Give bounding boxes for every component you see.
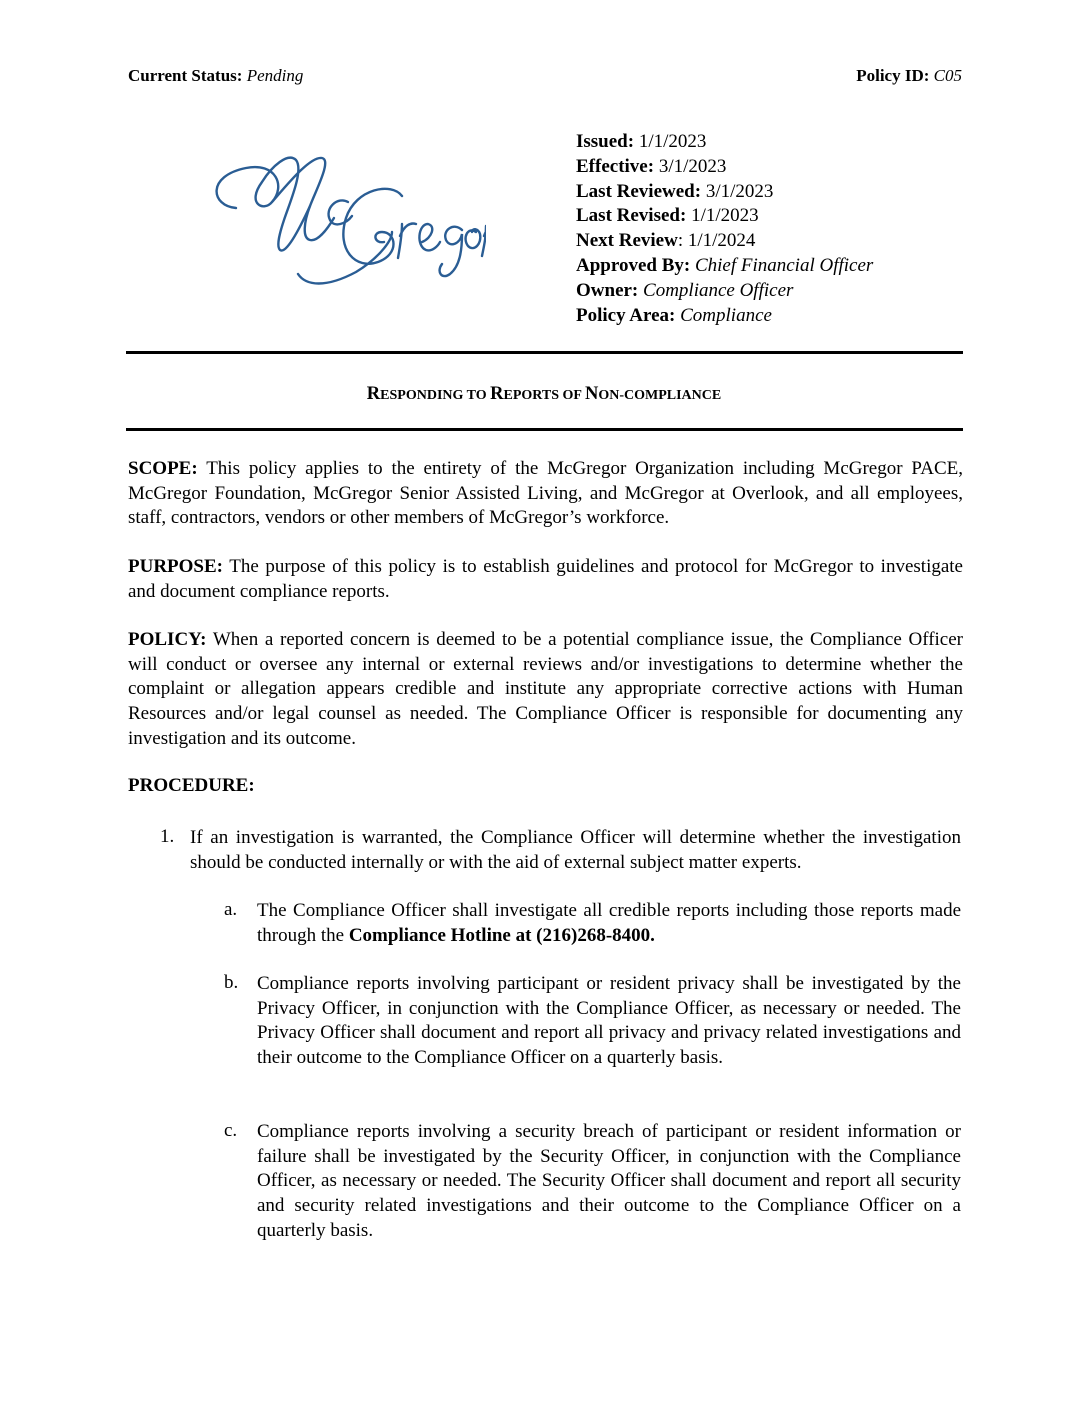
logo-text: McGregor	[206, 146, 211, 147]
policy-area-label: Policy Area:	[576, 304, 676, 326]
scope-label: SCOPE:	[128, 458, 198, 479]
status-value: Pending	[246, 66, 304, 85]
owner-value: Compliance Officer	[643, 279, 794, 301]
issued-value: 1/1/2023	[638, 131, 707, 152]
item-1-number: 1.	[160, 826, 175, 847]
sub-item-c-label: c.	[224, 1120, 238, 1141]
mcgregor-logo	[206, 146, 486, 292]
next-review-value: : 1/1/2024	[677, 230, 756, 252]
sub-item-a	[257, 899, 961, 948]
sub-item-a-text: The Compliance Officer shall investigate all credible reports including those reports made through the	[257, 900, 961, 946]
procedure-heading: PROCEDURE:	[128, 775, 255, 796]
approved-by-value: Chief Financial Officer	[694, 254, 874, 276]
approved-by-row	[576, 254, 873, 279]
effective-value: 3/1/2023	[658, 155, 727, 177]
approved-by-label: Approved By:	[576, 254, 691, 276]
scope-section	[128, 457, 963, 531]
effective-label: Effective:	[576, 155, 655, 177]
issued-label: Issued:	[576, 131, 635, 152]
next-review-row	[576, 229, 873, 254]
last-revised-value: 1/1/2023	[691, 205, 759, 227]
policy-label: POLICY:	[128, 629, 207, 650]
document-title: RESPONDING TO REPORTS OF NON-COMPLIANCE	[366, 384, 722, 404]
last-reviewed-value: 3/1/2023	[705, 180, 774, 202]
owner-row	[576, 279, 873, 304]
sub-item-b-label: b.	[224, 972, 239, 993]
last-revised-label: Last Revised:	[576, 205, 687, 227]
policy-id-label: Policy ID:	[856, 66, 930, 85]
purpose-text: The purpose of this policy is to establish guidelines and protocol for McGregor to investigate and document compliance reports.	[128, 556, 963, 602]
sub-item-b: Compliance reports involving participant or resident privacy shall be investigated by the Privacy Officer, in conjunction with the Compliance Officer, as necessary or needed. The Privacy Officer shall document and report all privacy and privacy related investigations and their outcome to the Compliance Officer on a quarterly basis.	[257, 973, 961, 1069]
sub-item-c: Compliance reports involving a security breach of participant or resident information or failure shall be investigated by the Security Officer, in conjunction with the Compliance Officer, as necessary or needed. The Security Officer shall document and report all security and security related investigations and their outcome to the Compliance Officer on a quarterly basis.	[257, 1121, 961, 1241]
policy-area-value: Compliance	[680, 304, 772, 326]
policy-metadata	[576, 130, 873, 328]
effective-row	[576, 155, 873, 180]
issued-row	[576, 130, 873, 155]
last-reviewed-label: Last Reviewed:	[576, 180, 702, 202]
policy-id	[856, 66, 962, 86]
scope-text: This policy applies to the entirety of the McGregor Organization including McGregor PACE, McGregor Foundation, McGregor Senior Assisted Living, and McGregor at Overlook, and all employees, staff, contractors, vendors or other members of McGregor’s workforce.	[128, 458, 963, 529]
current-status	[128, 66, 303, 86]
policy-area-row	[576, 304, 873, 329]
purpose-label: PURPOSE:	[128, 556, 223, 577]
top-divider	[126, 351, 963, 354]
next-review-label: Next Review	[576, 230, 678, 252]
policy-text: When a reported concern is deemed to be a potential compliance issue, the Compliance Officer will conduct or oversee any internal or external reviews and/or investigations to determine whether the complaint or allegation appears credible and institute any appropriate corrective actions with Human Resources and/or legal counsel as needed. The Compliance Officer is responsible for documenting any investigation and its outcome.	[128, 629, 963, 749]
owner-label: Owner:	[576, 279, 639, 301]
sub-item-a-label: a.	[224, 899, 238, 920]
status-label: Current Status:	[128, 66, 243, 85]
last-revised-row	[576, 204, 873, 229]
bottom-divider	[126, 428, 963, 431]
last-reviewed-row	[576, 180, 873, 205]
policy-section	[128, 628, 963, 752]
purpose-section	[128, 555, 963, 604]
policy-id-value: C05	[933, 66, 962, 85]
compliance-hotline: Compliance Hotline at (216)268-8400.	[348, 924, 655, 946]
procedure-item-1: If an investigation is warranted, the Compliance Officer will determine whether the investigation should be conducted internally or with the aid of external subject matter experts.	[190, 827, 961, 873]
